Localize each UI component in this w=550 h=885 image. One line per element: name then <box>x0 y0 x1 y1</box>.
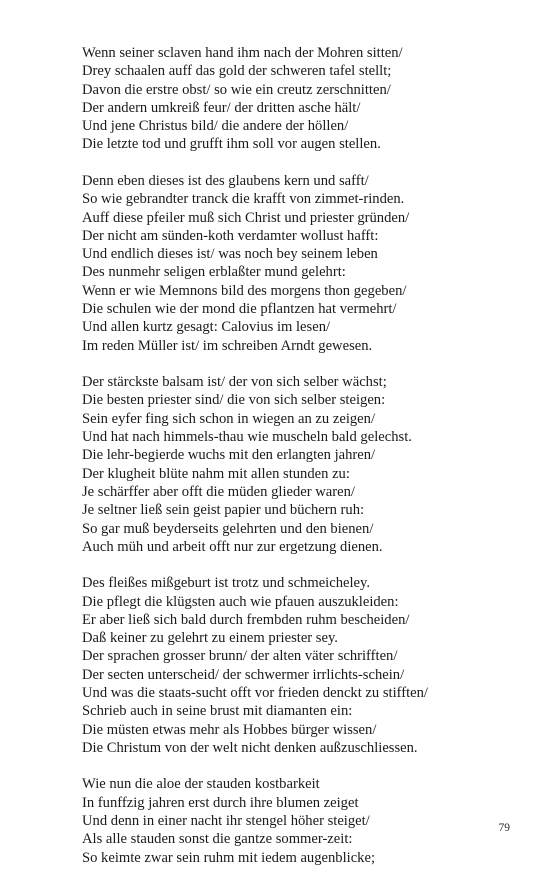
poem-line: Der andern umkreiß feur/ der dritten asche hält/ <box>82 99 361 116</box>
poem-line: Und denn in einer nacht ihr stengel höher steiget/ <box>82 813 370 830</box>
poem-line: Die schulen wie der mond die pflantzen hat vermehrt/ <box>82 301 397 318</box>
poem-line: Davon die erstre obst/ so wie ein creutz zerschnitten/ <box>82 81 391 98</box>
poem-line: Des fleißes mißgeburt ist trotz und schmeicheley. <box>82 575 371 592</box>
poem-line: Und endlich dieses ist/ was noch bey seinem leben <box>82 246 378 263</box>
poem-line: Sein eyfer fing sich schon in wiegen an zu zeigen/ <box>82 410 375 427</box>
poem-line: Auff diese pfeiler muß sich Christ und priester gründen/ <box>82 209 410 226</box>
poem-line: Und was die staats-sucht offt vor frieden denckt zu stifften/ <box>82 685 428 702</box>
poem-line: Der secten unterscheid/ der schwermer irrlichts-schein/ <box>82 666 405 683</box>
poem-line: Der sprachen grosser brunn/ der alten väter schrifften/ <box>82 648 398 665</box>
poem-line: Der klugheit blüte nahm mit allen stunden zu: <box>82 465 350 482</box>
poem-line: Er aber ließ sich bald durch frembden ruhm bescheiden/ <box>82 611 410 628</box>
poem-line: So gar muß beyderseits gelehrten und den bienen/ <box>82 520 374 537</box>
poem-line: Daß keiner zu gelehrt zu einem priester sey. <box>82 630 338 647</box>
page-number: 79 <box>498 822 510 834</box>
poem-line: Drey schaalen auff das gold der schweren tafel stellt; <box>82 63 392 80</box>
poem-line: Auch müh und arbeit offt nur zur ergetzung dienen. <box>82 538 383 555</box>
poem-line: Die müsten etwas mehr als Hobbes bürger wissen/ <box>82 721 377 738</box>
poem-line: Der stärckste balsam ist/ der von sich selber wächst; <box>82 374 387 391</box>
poem-line: Wenn er wie Memnons bild des morgens thon gegeben/ <box>82 282 407 299</box>
poem-line: Wenn seiner sclaven hand ihm nach der Mohren sitten/ <box>82 45 403 61</box>
poem-line: In funffzig jahren erst durch ihre blumen zeiget <box>82 794 359 811</box>
poem-line: Die letzte tod und grufft ihm soll vor augen stellen. <box>82 136 381 153</box>
poem-line: Wie nun die aloe der stauden kostbarkeit <box>82 776 320 793</box>
stanza <box>82 172 522 355</box>
poem-line: Der nicht am sünden-koth verdamter wollust hafft: <box>82 227 379 244</box>
poem-line: Denn eben dieses ist des glaubens kern und safft/ <box>82 172 369 189</box>
poem-line: Die besten priester sind/ die von sich selber steigen: <box>82 392 386 409</box>
poem-line: Je seltner ließ sein geist papier und büchern ruh: <box>82 502 365 519</box>
poem-line: Des nunmehr seligen erblaßter mund gelehrt: <box>82 264 346 281</box>
poem-line: Und allen kurtz gesagt: Calovius im lesen/ <box>82 319 331 336</box>
poem-line: Je schärffer aber offt die müden glieder waren/ <box>82 483 355 500</box>
poem-line: Und hat nach himmels-thau wie muscheln bald gelechst. <box>82 429 412 446</box>
stanza <box>82 574 522 757</box>
poem-line: Im reden Müller ist/ im schreiben Arndt gewesen. <box>82 337 373 354</box>
poem-line: Die pflegt die klügsten auch wie pfauen auszukleiden: <box>82 593 399 610</box>
poem-text <box>82 44 522 885</box>
poem-line: So wie gebrandter tranck die krafft von zimmet-rinden. <box>82 191 405 208</box>
stanza <box>82 373 522 556</box>
poem-line: Als alle stauden sonst die gantze sommer-zeit: <box>82 831 353 848</box>
poem-line: Und jene Christus bild/ die andere der höllen/ <box>82 118 349 135</box>
stanza <box>82 44 522 154</box>
poem-line: Die Christum von der welt nicht denken außzuschliessen. <box>82 739 418 756</box>
stanza <box>82 775 522 866</box>
poem-line: Die lehr-begierde wuchs mit den erlangten jahren/ <box>82 447 376 464</box>
poem-line: So keimte zwar sein ruhm mit iedem augenblicke; <box>82 849 376 866</box>
poem-line: Schrieb auch in seine brust mit diamanten ein: <box>82 703 353 720</box>
